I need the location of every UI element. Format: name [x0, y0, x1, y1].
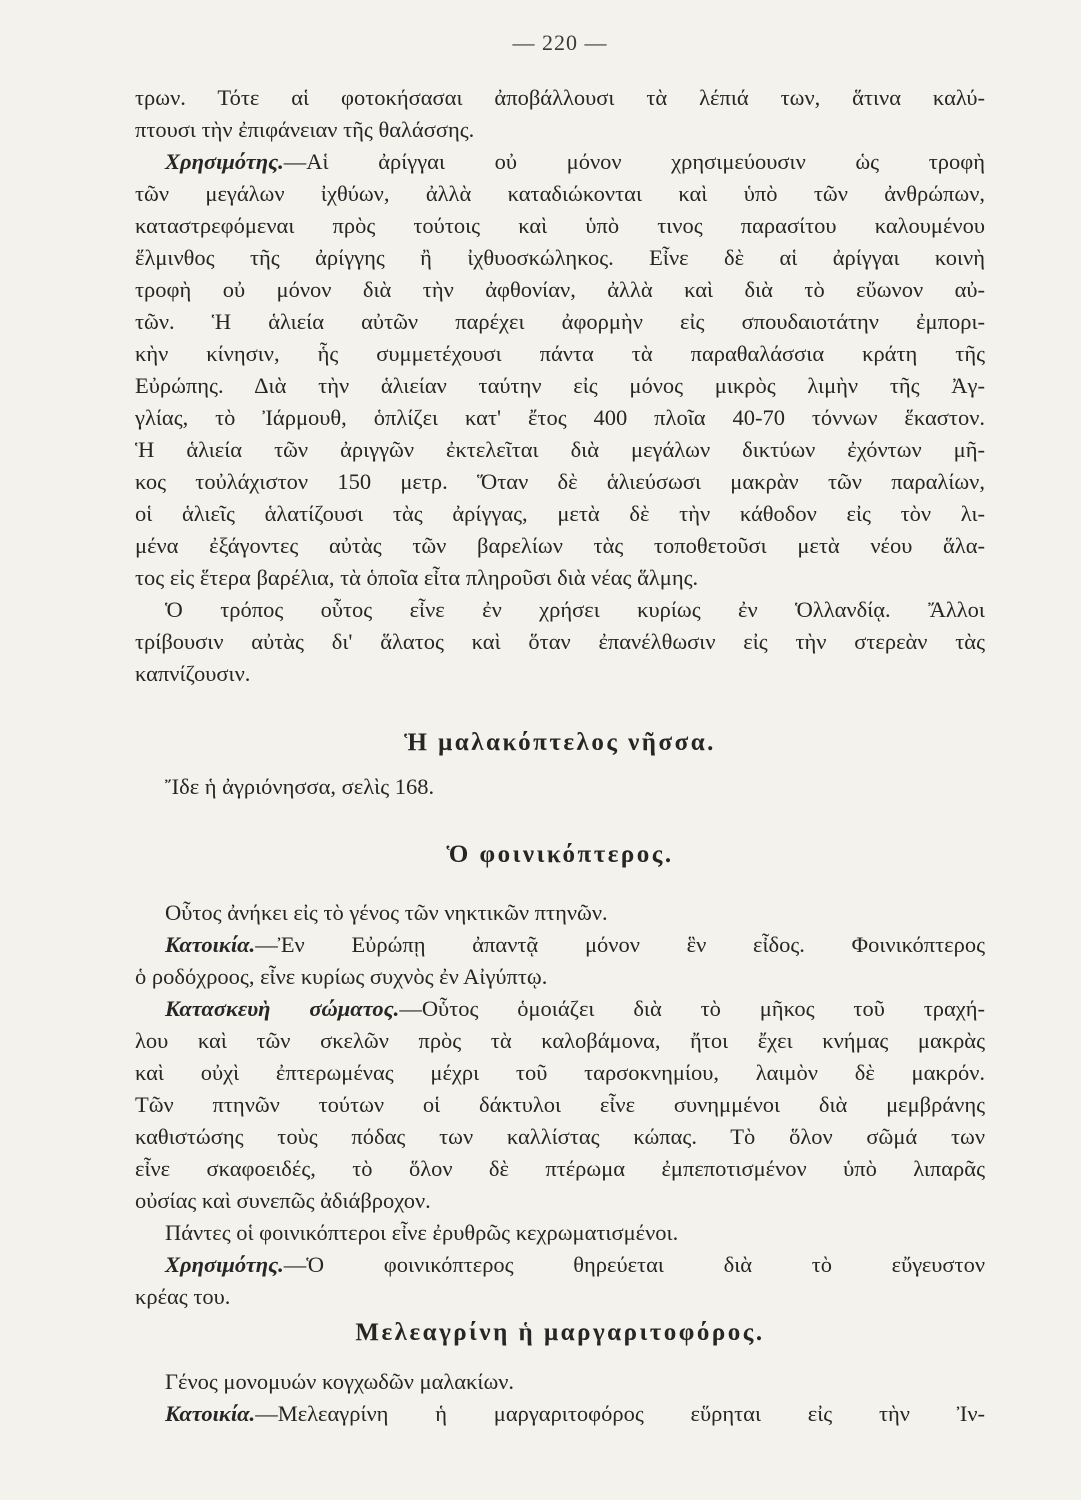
text-line — [135, 1217, 985, 1249]
text-line — [135, 434, 985, 466]
text-line — [135, 1185, 985, 1217]
line-text: καὶ οὐχὶ ἐπτερωμένας μέχρι τοῦ ταρσοκνημίου, λαιμὸν δὲ μακρόν. — [135, 1060, 985, 1085]
line-text: καθιστώσης τοὺς πόδας των καλλίστας κώπας. Τὸ ὅλον σῶμά των — [135, 1124, 985, 1149]
paragraph-label: Κατοικία. — [165, 1401, 256, 1426]
text-line — [135, 210, 985, 242]
paragraph — [135, 897, 985, 929]
paragraph — [135, 993, 985, 1217]
text-line — [135, 897, 985, 929]
text-line — [135, 1281, 985, 1313]
line-text: οἱ ἁλιεῖς ἁλατίζουσι τὰς ἀρίγγας, μετὰ δὲ τὴν κάθοδον εἰς τὸν λι- — [135, 501, 985, 526]
paragraph — [135, 929, 985, 993]
text-line — [135, 562, 985, 594]
line-text: οὐσίας καὶ συνεπῶς ἀδιάβροχον. — [135, 1188, 431, 1213]
text-line — [135, 1121, 985, 1153]
line-text: τος εἰς ἕτερα βαρέλια, τὰ ὁποῖα εἶτα πληροῦσι διὰ νέας ἅλμης. — [135, 565, 699, 590]
line-text: —Ἐν Εὐρώπῃ ἀπαντᾷ μόνον ἓν εἶδος. Φοινικόπτερος — [255, 932, 985, 957]
text-line — [135, 771, 985, 803]
paragraph-label: Κατασκευὴ σώματος. — [165, 996, 400, 1021]
line-text: τρων. Τότε αἱ φοτοκήσασαι ἀποβάλλουσι τὰ λέπιά των, ἅτινα καλύ- — [135, 85, 985, 110]
line-text: Ἡ ἁλιεία τῶν ἀριγγῶν ἐκτελεῖται διὰ μεγάλων δικτύων ἐχόντων μῆ- — [135, 437, 985, 462]
text-line — [135, 466, 985, 498]
line-text: κρέας του. — [135, 1284, 231, 1309]
text-line — [135, 146, 985, 178]
text-line — [135, 993, 985, 1025]
text-line — [135, 82, 985, 114]
text-line — [135, 658, 985, 690]
paragraph — [135, 1398, 985, 1430]
line-text: λου καὶ τῶν σκελῶν πρὸς τὰ καλοβάμονα, ἤτοι ἔχει κνήμας μακρὰς — [135, 1028, 985, 1053]
text-line — [135, 402, 985, 434]
text-line — [135, 1025, 985, 1057]
text-line — [135, 306, 985, 338]
line-text: Πάντες οἱ φοινικόπτεροι εἶνε ἐρυθρῶς κεχρωματισμένοι. — [165, 1220, 679, 1245]
paragraph — [135, 1249, 985, 1313]
text-line — [135, 242, 985, 274]
text-line — [135, 338, 985, 370]
text-line — [135, 961, 985, 993]
text-line — [135, 530, 985, 562]
line-text: Γένος μονομυών κογχωδῶν μαλακίων. — [165, 1369, 515, 1394]
line-text: κὴν κίνησιν, ἧς συμμετέχουσι πάντα τὰ παραθαλάσσια κράτη τῆς — [135, 341, 985, 366]
text-line — [135, 1089, 985, 1121]
paragraph — [135, 146, 985, 594]
text-line — [135, 370, 985, 402]
line-text: γλίας, τὸ Ἰάρμουθ, ὁπλίζει κατ' ἔτος 400 πλοῖα 40-70 τόννων ἕκαστον. — [135, 405, 985, 430]
line-text: τροφὴ οὐ μόνον διὰ τὴν ἀφθονίαν, ἀλλὰ καὶ διὰ τὸ εὔωνον αὐ- — [135, 277, 985, 302]
text-line — [135, 1249, 985, 1281]
text-line — [135, 594, 985, 626]
line-text: Ὁ τρόπος οὗτος εἶνε ἐν χρήσει κυρίως ἐν Ὁλλανδίᾳ. Ἄλλοι — [165, 597, 985, 622]
text-line — [135, 178, 985, 210]
line-text: πτουσι τὴν ἐπιφάνειαν τῆς θαλάσσης. — [135, 117, 475, 142]
paragraph — [135, 771, 985, 803]
line-text: τῶν μεγάλων ἰχθύων, ἀλλὰ καταδιώκονται καὶ ὑπὸ τῶν ἀνθρώπων, — [135, 181, 985, 206]
paragraph-label: Χρησιμότης. — [165, 149, 284, 174]
line-text: Ἴδε ἡ ἀγριόνησσα, σελὶς 168. — [165, 774, 435, 799]
line-text: ὁ ροδόχροος, εἶνε κυρίως συχνὸς ἐν Αἰγύπτῳ. — [135, 964, 548, 989]
paragraph-label: Χρησιμότης. — [165, 1252, 284, 1277]
text-line — [135, 1398, 985, 1430]
section-heading: Μελεαγρίνη ἡ μαργαριτοφόρος. — [355, 1319, 765, 1346]
paragraph — [135, 1217, 985, 1249]
paragraph — [135, 594, 985, 690]
line-text: Εὐρώπης. Διὰ τὴν ἁλιείαν ταύτην εἰς μόνος μικρὸς λιμὴν τῆς Ἀγ- — [135, 373, 985, 398]
text-line — [135, 498, 985, 530]
page-number: — 220 — — [512, 30, 608, 55]
line-text: ἕλμινθος τῆς ἀρίγγης ἢ ἰχθυοσκώληκος. Εἶνε δὲ αἱ ἀρίγγαι κοινὴ — [135, 245, 985, 270]
line-text: τρίβουσιν αὐτὰς δι' ἅλατος καὶ ὅταν ἐπανέλθωσιν εἰς τὴν στερεὰν τὰς — [135, 629, 985, 654]
line-text: Τῶν πτηνῶν τούτων οἱ δάκτυλοι εἶνε συνημμένοι διὰ μεμβράνης — [135, 1092, 985, 1117]
text-line — [135, 1153, 985, 1185]
text-line — [135, 274, 985, 306]
page-body — [135, 82, 985, 1430]
line-text: —Οὗτος ὁμοιάζει διὰ τὸ μῆκος τοῦ τραχή- — [399, 996, 985, 1021]
line-text: καπνίζουσιν. — [135, 661, 251, 686]
text-line — [135, 1057, 985, 1089]
line-text: καταστρεφόμεναι πρὸς τούτοις καὶ ὑπὸ τινος παρασίτου καλουμένου — [135, 213, 985, 238]
line-text: —Αἱ ἀρίγγαι οὐ μόνον χρησιμεύουσιν ὡς τροφὴ — [283, 149, 985, 174]
paragraph-label: Κατοικία. — [165, 932, 256, 957]
section-heading: Ἡ μαλακόπτελος νῆσσα. — [404, 729, 716, 756]
text-line — [135, 114, 985, 146]
text-line — [135, 626, 985, 658]
line-text: —Μελεαγρίνη ἡ μαργαριτοφόρος εὕρηται εἰς τὴν Ἰν- — [255, 1401, 985, 1426]
text-line — [135, 929, 985, 961]
paragraph — [135, 1366, 985, 1398]
line-text: τῶν. Ἡ ἁλιεία αὐτῶν παρέχει ἀφορμὴν εἰς σπουδαιοτάτην ἐμπορι- — [135, 309, 985, 334]
section-heading: Ὁ φοινικόπτερος. — [446, 841, 674, 868]
line-text: κος τοὐλάχιστον 150 μετρ. Ὅταν δὲ ἁλιεύσωσι μακρὰν τῶν παραλίων, — [135, 469, 985, 494]
text-line — [135, 1366, 985, 1398]
line-text: εἶνε σκαφοειδές, τὸ ὅλον δὲ πτέρωμα ἐμπεποτισμένον ὑπὸ λιπαρᾶς — [135, 1156, 985, 1181]
line-text: —Ὁ φοινικόπτερος θηρεύεται διὰ τὸ εὔγευστον — [283, 1252, 985, 1277]
line-text: Οὗτος ἀνήκει εἰς τὸ γένος τῶν νηκτικῶν πτηνῶν. — [165, 900, 608, 925]
paragraph — [135, 82, 985, 146]
line-text: μένα ἐξάγοντες αὐτὰς τῶν βαρελίων τὰς τοποθετοῦσι μετὰ νέου ἅλα- — [135, 533, 985, 558]
